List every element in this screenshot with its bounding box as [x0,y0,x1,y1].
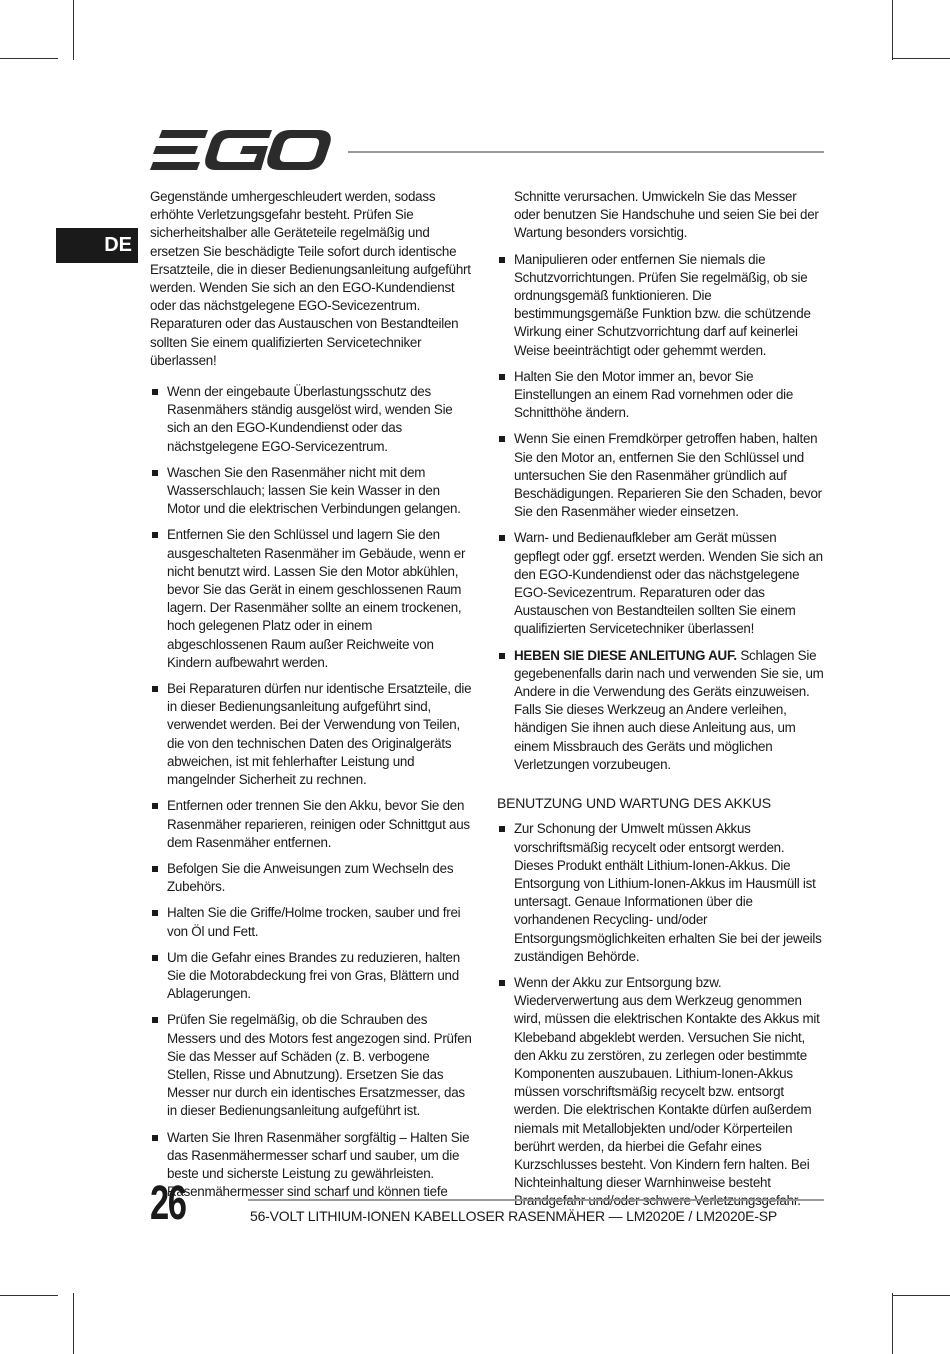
crop-mark [73,1293,74,1354]
keep-instructions-bold: HEBEN SIE DIESE ANLEITUNG AUF. [514,647,737,663]
crop-mark [892,1295,950,1296]
list-item: Warten Sie Ihren Rasenmäher sorgfältig – Halten Sie das Rasenmähermesser scharf und sauber, um die beste und sicherste Leistung zu gewährleisten. Rasenmähermesser sind scharf und können tiefe [150,1129,472,1202]
crop-mark [0,58,58,59]
list-item: Befolgen Sie die Anweisungen zum Wechseln des Zubehörs. [150,860,472,896]
crop-mark [892,58,950,59]
ego-logo [150,128,332,172]
crop-mark [892,1293,893,1354]
list-item: Um die Gefahr eines Brandes zu reduzieren, halten Sie die Motorabdeckung frei von Gras, Blättern und Ablagerungen. [150,949,472,1004]
continuation-paragraph: Schnitte verursachen. Umwickeln Sie das Messer oder benutzen Sie Handschuhe und seien Sie bei der Wartung besonders vorsichtig. [514,189,819,241]
right-bullet-list [497,251,825,774]
crop-mark [73,0,74,60]
list-item: Wenn Sie einen Fremdkörper getroffen haben, halten Sie den Motor an, entfernen Sie den Schlüssel und untersuchen Sie den Rasenmäher gründlich auf Beschädigungen. Reparieren Sie den Schaden, bevor Sie den Rasenmäher wieder einsetzen. [497,430,825,521]
list-item: Entfernen Sie den Schlüssel und lagern Sie den ausgeschalteten Rasenmäher im Gebäude, wenn er nicht benutzt wird. Lassen Sie den Motor abkühlen, bevor Sie das Gerät in einem geschlossenen Raum lagern. Der Rasenmäher sollte an einem trockenen, hoch gelegenen Platz oder in einem abgeschlossenen Raum außer Reichweite von Kindern aufbewahrt werden. [150,526,472,672]
list-item: Halten Sie die Griffe/Holme trocken, sauber und frei von Öl und Fett. [150,904,472,940]
intro-paragraph: Gegenstände umhergeschleudert werden, sodass erhöhte Verletzungsgefahr besteht. Prüfen Sie sicherheitshalber alle Geräteteile regelmäßig und ersetzen Sie beschädigte Teile sofort durch identische Ersatzteile, die in dieser Bedienungsanleitung aufgeführt werden. Wenden Sie sich an den EGO-Kundendienst oder das nächstgelegene EGO-Sevicezentrum. Reparaturen oder das Austauschen von Bestandteilen sollten Sie einem qualifizierten Servicetechniker überlassen! [150,189,471,368]
left-column [150,188,472,1209]
page-number: 26 [150,1177,186,1230]
list-item: Halten Sie den Motor immer an, bevor Sie Einstellungen an einem Rad vornehmen oder die Schnitthöhe ändern. [497,368,825,423]
list-item: Entfernen oder trennen Sie den Akku, bevor Sie den Rasenmäher reparieren, reinigen oder Schnittgut aus dem Rasenmäher entfernen. [150,797,472,852]
section-heading: BENUTZUNG UND WARTUNG DES AKKUS [497,795,771,812]
list-item-keep-instructions [497,647,825,774]
keep-instructions-text: Schlagen Sie gegebenenfalls darin nach und verwenden Sie sie, um Andere in die Verwendung des Geräts einzuweisen. Falls Sie dieses Werkzeug an Andere verleihen, händigen Sie ihnen auch diese Anleitung aus, um einem Missbrauch des Geräts und möglichen Verletzungen vorzubeugen. [514,647,824,772]
list-item: Warn- und Bedienaufkleber am Gerät müssen gepflegt oder ggf. ersetzt werden. Wenden Sie sich an den EGO-Kundendienst oder das nächstgelegene EGO-Sevicezentrum. Reparaturen oder das Austauschen von Bestandteilen sollten Sie einem qualifizierten Servicetechniker überlassen! [497,529,825,638]
left-bullet-list [150,383,472,1201]
list-item: Prüfen Sie regelmäßig, ob die Schrauben des Messers und des Motors fest angezogen sind. Prüfen Sie das Messer auf Schäden (z. B. verbogene Stellen, Risse und Abnutzung). Ersetzen Sie das Messer nur durch ein identisches Ersatzmesser, das in dieser Bedienungsanleitung aufgeführt ist. [150,1011,472,1120]
right-column [497,188,825,1219]
language-tab: DE [56,228,138,263]
footer-title: 56-VOLT LITHIUM-IONEN KABELLOSER RASENMÄHER — LM2020E / LM2020E-SP [250,1208,778,1224]
header-rule [348,151,824,153]
battery-bullet-list [497,820,825,1210]
crop-mark [0,1295,58,1296]
list-item: Bei Reparaturen dürfen nur identische Ersatzteile, die in dieser Bedienungsanleitung aufgeführt sind, verwendet werden. Bei der Verwendung von Teilen, die von den technischen Daten des Originalgeräts abweichen, ist mit fehlerhafter Leistung und mangelnder Sicherheit zu rechnen. [150,680,472,789]
list-item: Zur Schonung der Umwelt müssen Akkus vorschriftsmäßig recycelt oder entsorgt werden. Dieses Produkt enthält Lithium-Ionen-Akkus. Die Entsorgung von Lithium-Ionen-Akkus im Hausmüll ist untersagt. Genaue Informationen über die vorhandenen Recycling- und/oder Entsorgungsmöglichkeiten erhalten Sie bei der jeweils zuständigen Behörde. [497,820,825,966]
list-item: Waschen Sie den Rasenmäher nicht mit dem Wasserschlauch; lassen Sie kein Wasser in den Motor und die elektrischen Verbindungen gelangen. [150,464,472,519]
footer-rule [248,1199,824,1201]
list-item: Wenn der eingebaute Überlastungsschutz des Rasenmähers ständig ausgelöst wird, wenden Sie sich an den EGO-Kundendienst oder das nächstgelegene EGO-Servicezentrum. [150,383,472,456]
list-item: Wenn der Akku zur Entsorgung bzw. Wiederverwertung aus dem Werkzeug genommen wird, müssen die elektrischen Kontakte des Akkus mit Klebeband abgeklebt werden. Versuchen Sie nicht, den Akku zu zerstören, zu zerlegen oder bestimmte Komponenten auszubauen. Lithium-Ionen-Akkus müssen vorschriftsmäßig recycelt bzw. entsorgt werden. Die elektrischen Kontakte dürfen außerdem niemals mit Metallobjekten und/oder Körperteilen berührt werden, da hierbei die Gefahr eines Kurzschlusses besteht. Von Kindern fern halten. Bei Nichteinhaltung dieser Warnhinweise besteht [497,974,825,1211]
list-item: Manipulieren oder entfernen Sie niemals die Schutzvorrichtungen. Prüfen Sie regelmäßig, ob sie ordnungsgemäß funktionieren. Die bestimmungsgemäße Funktion bzw. die schützende Wirkung einer Schutzvorrichtung darf auf keinerlei Weise beeinträchtigt oder gehemmt werden. [497,251,825,360]
crop-mark [892,0,893,60]
